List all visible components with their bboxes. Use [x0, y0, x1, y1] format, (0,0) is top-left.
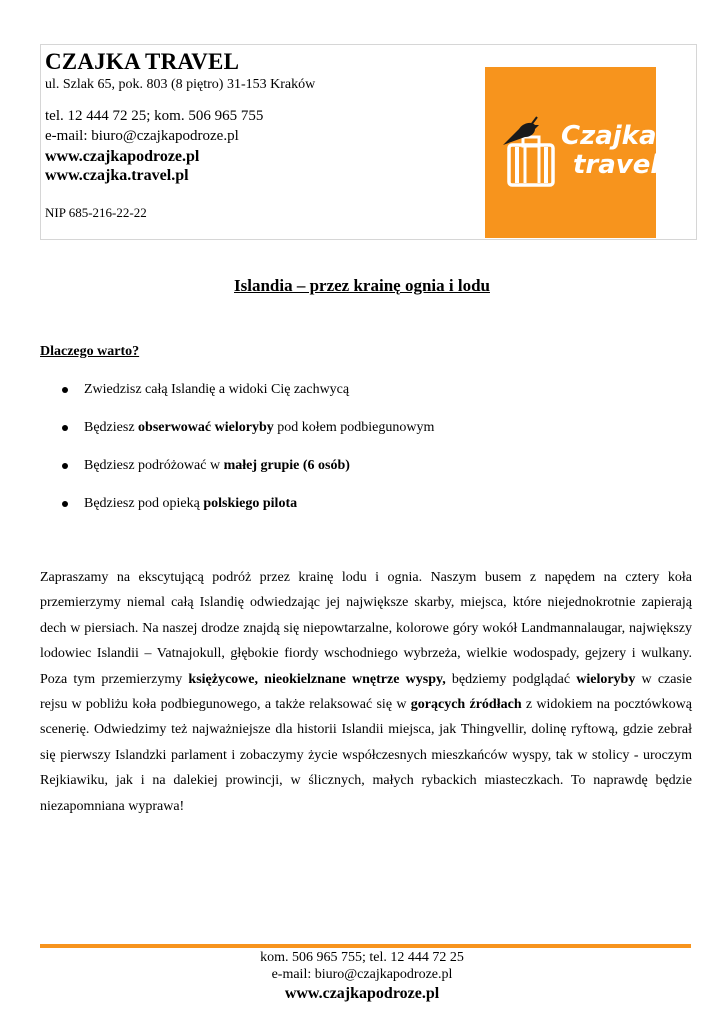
bullet-icon	[62, 387, 68, 393]
intro-text: w czasie rejsu w pobliżu koła podbiegunowego, a także relaksować się w	[40, 671, 693, 713]
bullet-text: Będziesz	[84, 420, 139, 435]
list-item	[40, 494, 690, 532]
intro-bold: wieloryby	[576, 671, 636, 687]
intro-paragraph	[40, 565, 692, 819]
company-phone: tel. 12 444 72 25; kom. 506 965 755	[45, 108, 264, 124]
company-name: CZAJKA TRAVEL	[45, 49, 240, 74]
company-logo	[485, 67, 660, 238]
bullet-text: Będziesz podróżować w	[84, 458, 224, 473]
page-title: Islandia – przez krainę ognia i lodu	[234, 276, 490, 295]
intro-text: Zapraszamy na ekscytującą podróż przez krainę lodu i ognia. Naszym busem z napędem na cztery koła przemierzymy niemal całą Islandię odwiedzając jej największe skarby, miejsca, które niejednokrotnie zapierają dech w piersiach. Na naszej drodze znajdą się niepowtarzalne, kolorowe góry wokół Landmannalaugar, największy lodowiec Islandii – Vatnajokull, głębokie fiordy wschodniego wybrzeża, wielkie wodospady, gejzery i wulkany. Poza tym przemierzymy	[40, 570, 692, 687]
footer-divider	[40, 944, 691, 948]
footer-phone: kom. 506 965 755; tel. 12 444 72 25	[260, 950, 464, 965]
intro-text: z widokiem na pocztówkową scenerię. Odwiedzimy też najważniejsze dla historii Islandii miejsca, jak Thingvellir, dolinę ryftową, gdzie zebrał się pierwszy Islandzki parlament i zobaczymy życie współczesnych mieszkańców wyspy, tak w stolicy - uroczym Rejkiawiku, jak i na dalekiej prowincji, w ślicznych, małych rybackich miasteczkach. To naprawdę będzie niezapomniana wyprawa!	[40, 697, 692, 814]
intro-bold: gorących źródłach	[410, 697, 522, 713]
footer-email: e-mail: biuro@czajkapodroze.pl	[271, 967, 453, 982]
bullet-bold: polskiego pilota	[203, 496, 298, 511]
bullet-icon	[62, 425, 68, 431]
logo-text-travel: travel	[573, 150, 660, 180]
company-header	[40, 44, 697, 240]
company-address: ul. Szlak 65, pok. 803 (8 piętro) 31-153 Kraków	[45, 77, 316, 92]
bullet-text: Zwiedzisz całą Islandię a widoki Cię zachwycą	[84, 382, 350, 397]
bullet-text: pod kołem podbiegunowym	[273, 420, 435, 435]
bullet-bold: obserwować wieloryby	[138, 420, 274, 435]
bullet-icon	[62, 463, 68, 469]
bullet-bold: małej grupie (6 osób)	[223, 458, 350, 473]
company-website-2[interactable]: www.czajka.travel.pl	[45, 167, 189, 184]
footer-website[interactable]: www.czajkapodroze.pl	[284, 985, 440, 1002]
bullet-text: Będziesz pod opieką	[84, 496, 204, 511]
bullet-icon	[62, 501, 68, 507]
list-item	[40, 456, 690, 494]
company-nip: NIP 685-216-22-22	[45, 205, 147, 220]
list-item	[40, 418, 690, 456]
intro-text: będziemy podglądać	[445, 671, 577, 687]
why-heading: Dlaczego warto?	[40, 344, 140, 359]
benefits-list	[40, 380, 690, 532]
intro-bold: księżycowe, nieokielznane wnętrze wyspy,	[188, 671, 446, 687]
list-item	[40, 380, 690, 418]
logo-text-czajka: Czajka	[561, 121, 657, 151]
company-email: e-mail: biuro@czajkapodroze.pl	[45, 128, 239, 144]
company-website-1[interactable]: www.czajkapodroze.pl	[45, 148, 200, 165]
